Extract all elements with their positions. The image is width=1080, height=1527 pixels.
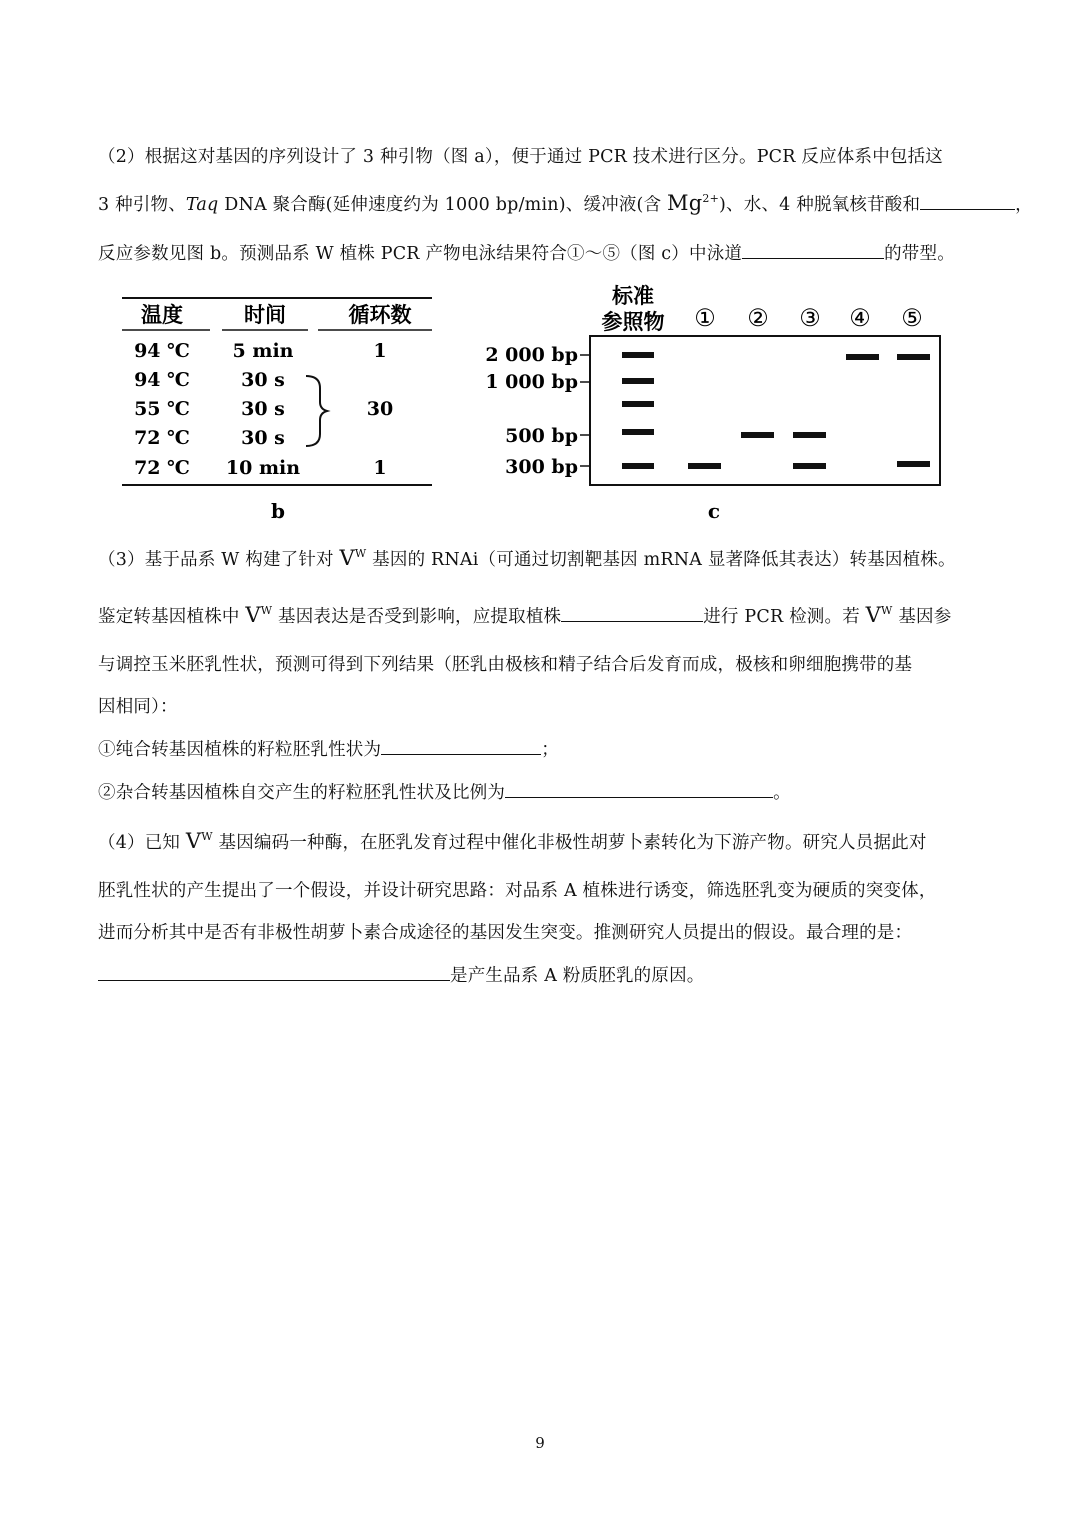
- q4-line-4: [98, 962, 704, 987]
- q2-line-2-end: ，: [1015, 195, 1033, 215]
- taq-text: Taq: [185, 195, 219, 215]
- q3-item-1-end: ；: [541, 740, 559, 760]
- marker-500bp: 500 bp: [505, 425, 578, 447]
- lane-2-band-500: [741, 432, 774, 438]
- figure-b-label: b: [271, 499, 285, 523]
- mg-text: Mg: [667, 191, 703, 215]
- q3-line-2-end: 基因参: [892, 607, 952, 627]
- header-temperature: 温度: [141, 302, 183, 327]
- q3-line-2-start: 鉴定转基因植株中: [98, 607, 246, 627]
- answer-blank-heterozygous[interactable]: [505, 779, 773, 798]
- figure-b-table: [120, 292, 435, 527]
- answer-blank-homozygous[interactable]: [381, 736, 541, 755]
- gene-v: V: [865, 603, 882, 627]
- lane-2-label: ②: [747, 304, 769, 332]
- q3-item-2-end: 。: [773, 783, 791, 803]
- gene-v: V: [245, 603, 261, 627]
- lane-3-band-300: [793, 463, 826, 469]
- lane-5-band-2000: [897, 354, 930, 360]
- q3-line-1-start: （3）基于品系 W 构建了针对: [98, 550, 340, 570]
- q3-line-2-mid2: 进行 PCR 检测。若: [703, 607, 866, 627]
- q2-line-3: [98, 240, 955, 265]
- cycle-brace: [306, 376, 327, 446]
- lane-5-label: ⑤: [901, 304, 923, 332]
- row4-temp: 72 ℃: [134, 427, 190, 449]
- q2-line-2-rest: )、水、4 种脱氧核苷酸和: [719, 195, 921, 215]
- q2-line-2-start: 3 种引物、: [98, 195, 186, 215]
- q3-line-4: 因相同）：: [98, 697, 178, 717]
- header-time: 时间: [244, 302, 286, 327]
- q3-line-1: [98, 546, 956, 571]
- q3-item-2: [98, 779, 791, 804]
- answer-blank-reagent[interactable]: [920, 191, 1015, 210]
- ladder-band-750: [622, 401, 654, 407]
- q3-item-1-text: ①纯合转基因植株的籽粒胚乳性状为: [98, 740, 382, 760]
- q2-line-3-end: 的带型。: [884, 244, 955, 264]
- row1-time: 5 min: [232, 340, 294, 362]
- gene-v: V: [185, 829, 202, 853]
- q4-line-3: 进而分析其中是否有非极性胡萝卜素合成途径的基因发生突变。推测研究人员提出的假设。最合理的是：: [98, 923, 913, 943]
- reference-label-line1: 标准: [612, 283, 654, 308]
- gene-w-sup: W: [201, 830, 213, 843]
- ladder-band-1000: [622, 378, 654, 384]
- lane-1-label: ①: [694, 304, 716, 332]
- q2-line-1: （2）根据这对基因的序列设计了 3 种引物（图 a），便于通过 PCR 技术进行区分。PCR 反应体系中包括这: [98, 147, 944, 167]
- ladder-band-300: [622, 463, 654, 469]
- lane-1-band-300: [688, 463, 721, 469]
- q3-item-1: [98, 736, 559, 761]
- marker-2000bp: 2 000 bp: [485, 344, 578, 366]
- q4-line-2: 胚乳性状的产生提出了一个假设，并设计研究思路：对品系 A 植株进行诱变，筛选胚乳变为硬质的突变体，: [98, 881, 937, 901]
- row3-temp: 55 ℃: [134, 398, 190, 420]
- row5-temp: 72 ℃: [134, 457, 190, 479]
- q2-line-2: [98, 191, 1033, 216]
- ladder-band-2000: [622, 352, 654, 358]
- q4-line-1-start: （4）已知: [98, 833, 186, 853]
- lane-3-label: ③: [799, 304, 821, 332]
- q4-line-4-text: 是产生品系 A 粉质胚乳的原因。: [450, 966, 705, 986]
- q4-line-1-rest: 基因编码一种酶，在胚乳发育过程中催化非极性胡萝卜素转化为下游产物。研究人员据此对: [212, 833, 927, 853]
- q2-line-2-mid: DNA 聚合酶(延伸速度约为 1000 bp/min)、缓冲液(含: [218, 195, 668, 215]
- ladder-band-500: [622, 429, 654, 435]
- answer-blank-lane[interactable]: [742, 240, 884, 259]
- header-cycles: 循环数: [348, 302, 412, 327]
- gene-w-sup: W: [354, 547, 367, 560]
- lane-5-band-300: [897, 461, 930, 467]
- row3-time: 30 s: [241, 398, 285, 420]
- q3-line-3: 与调控玉米胚乳性状，预测可得到下列结果（胚乳由极核和精子结合后发育而成，极核和卵细胞携带的基: [98, 655, 913, 675]
- gene-w-sup: W: [260, 604, 273, 617]
- mg-charge: 2+: [702, 192, 720, 205]
- gene-v: V: [339, 546, 355, 570]
- row2-time: 30 s: [241, 369, 285, 391]
- lane-3-band-500: [793, 432, 826, 438]
- figure-c-gel: [480, 276, 950, 526]
- marker-1000bp: 1 000 bp: [485, 371, 578, 393]
- answer-blank-tissue[interactable]: [561, 603, 703, 622]
- q4-line-1: [98, 829, 927, 854]
- q3-line-1-rest: 基因的 RNAi（可通过切割靶基因 mRNA 显著降低其表达）转基因植株。: [366, 550, 956, 570]
- marker-300bp: 300 bp: [505, 456, 578, 478]
- figure-c-label: c: [707, 499, 721, 523]
- lane-4-band-2000: [846, 354, 879, 360]
- row1-cycles: 1: [373, 340, 387, 362]
- row4-time: 30 s: [241, 427, 285, 449]
- page-number: 9: [535, 1434, 545, 1452]
- q3-item-2-text: ②杂合转基因植株自交产生的籽粒胚乳性状及比例为: [98, 783, 506, 803]
- row5-time: 10 min: [225, 457, 301, 479]
- q2-line-3-text: 反应参数见图 b。预测品系 W 植株 PCR 产物电泳结果符合①～⑤（图 c）中泳道: [98, 244, 743, 264]
- row5-cycles: 1: [373, 457, 387, 479]
- gel-frame: [590, 336, 940, 485]
- q3-line-2-mid: 基因表达是否受到影响，应提取植株: [272, 607, 562, 627]
- gene-w-sup: W: [881, 604, 893, 617]
- row2-temp: 94 ℃: [134, 369, 190, 391]
- row3-cycles: 30: [366, 398, 394, 420]
- answer-blank-hypothesis[interactable]: [98, 962, 450, 981]
- row1-temp: 94 ℃: [134, 340, 190, 362]
- q3-line-2: [98, 603, 951, 628]
- lane-4-label: ④: [849, 304, 871, 332]
- reference-label-line2: 参照物: [601, 309, 665, 334]
